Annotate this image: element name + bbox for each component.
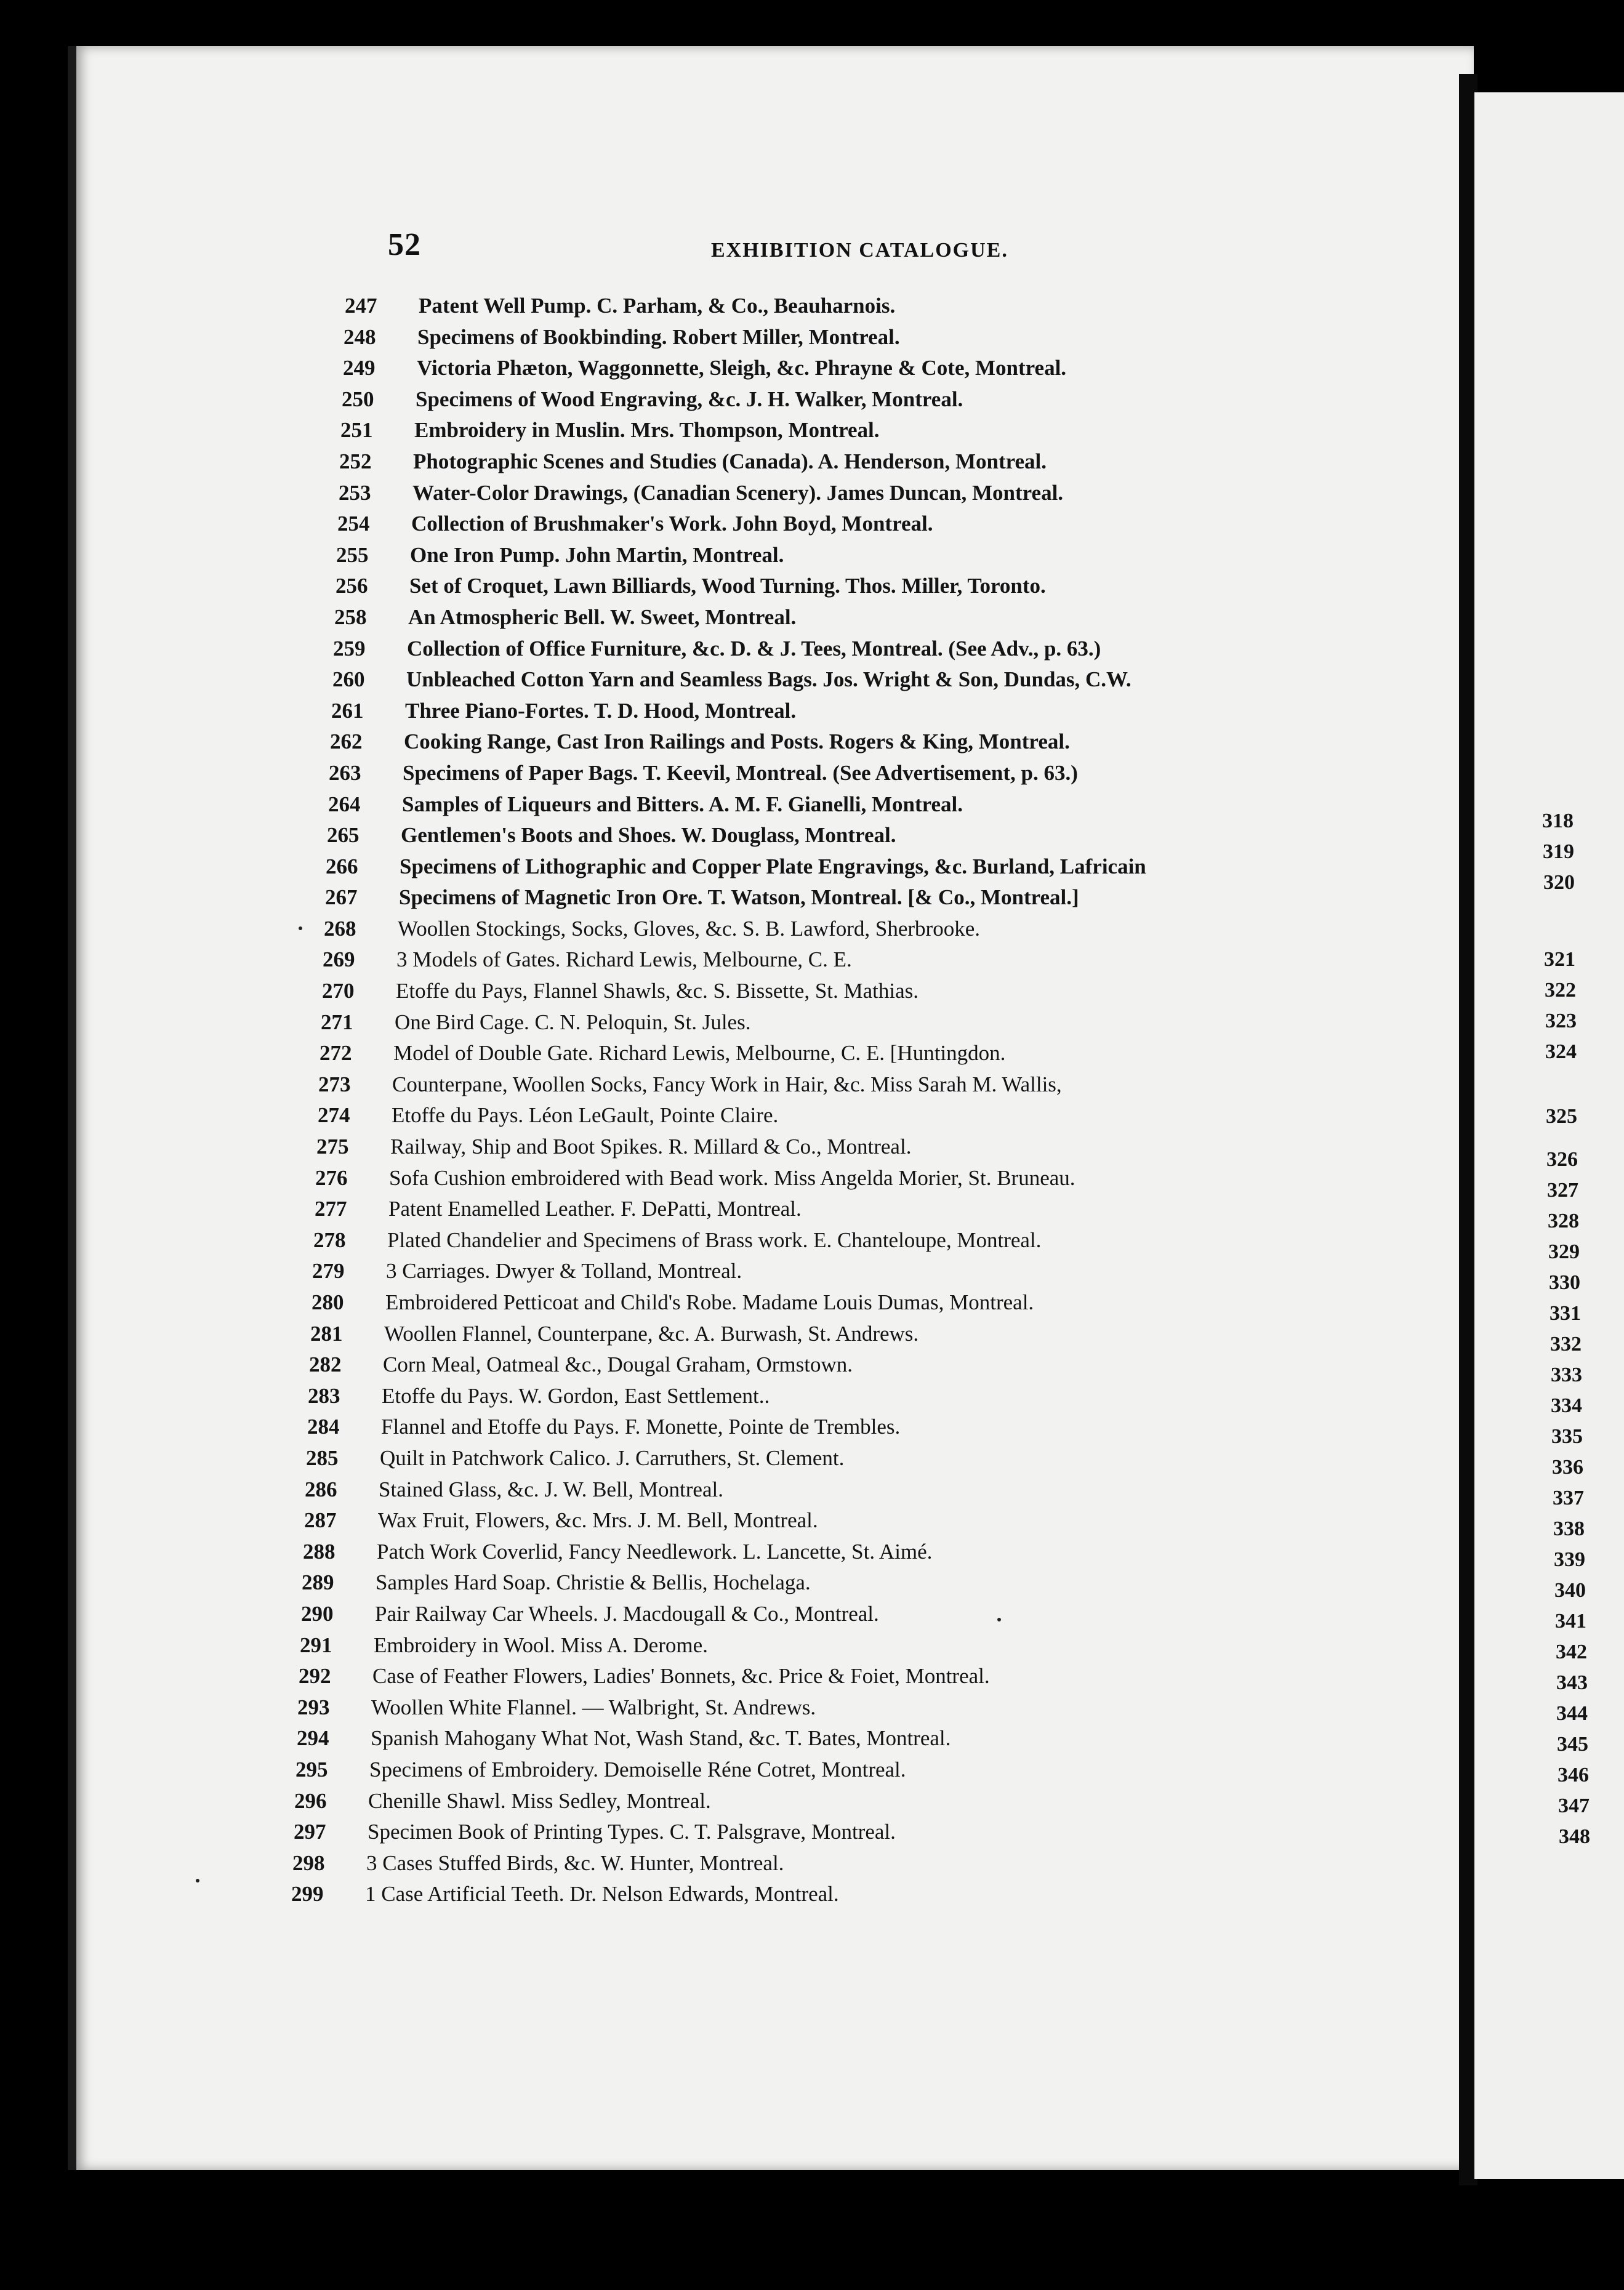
facing-entry-number: 340 bbox=[1554, 1579, 1586, 1602]
page-number: 52 bbox=[388, 227, 421, 262]
catalogue-entry bbox=[344, 322, 1404, 353]
catalogue-entry bbox=[336, 540, 1404, 571]
entry-text: Collection of Office Furniture, &c. D. & J. Tees, Montreal. (See Adv., p. 63.) bbox=[407, 636, 1101, 661]
entry-text: Specimen Book of Printing Types. C. T. Palsgrave, Montreal. bbox=[368, 1820, 896, 1844]
entry-text: 3 Cases Stuffed Birds, &c. W. Hunter, Montreal. bbox=[366, 1850, 784, 1875]
facing-entry-number: 324 bbox=[1545, 1040, 1577, 1063]
entry-number: 249 bbox=[343, 356, 376, 380]
entry-number: 267 bbox=[325, 885, 358, 910]
catalogue-entry bbox=[294, 1786, 1404, 1817]
catalogue-entry bbox=[305, 1474, 1404, 1506]
entry-number: 294 bbox=[297, 1726, 329, 1751]
entry-text: Cooking Range, Cast Iron Railings and Posts. Rogers & King, Montreal. bbox=[404, 729, 1070, 754]
entry-number: 258 bbox=[334, 605, 367, 629]
entry-text: 3 Carriages. Dwyer & Tolland, Montreal. bbox=[386, 1259, 742, 1284]
facing-entry-number: 345 bbox=[1557, 1733, 1588, 1756]
entry-text: 1 Case Artificial Teeth. Dr. Nelson Edwards, Montreal. bbox=[365, 1882, 839, 1906]
facing-entry-number: 331 bbox=[1550, 1302, 1581, 1325]
catalogue-entry bbox=[302, 1567, 1404, 1599]
facing-page bbox=[1474, 92, 1624, 2179]
facing-entry-number: 332 bbox=[1550, 1333, 1582, 1356]
entry-text: Victoria Phæton, Waggonnette, Sleigh, &c. Phrayne & Cote, Montreal. bbox=[417, 356, 1067, 380]
running-head: EXHIBITION CATALOGUE. bbox=[711, 239, 1008, 262]
facing-entry-number: 333 bbox=[1551, 1364, 1582, 1386]
entry-text: Embroidery in Muslin. Mrs. Thompson, Montreal. bbox=[414, 418, 880, 443]
entry-number: 253 bbox=[339, 480, 371, 505]
entry-number: 291 bbox=[300, 1633, 332, 1657]
catalogue-entry bbox=[333, 633, 1404, 665]
entry-text: Plated Chandelier and Specimens of Brass work. E. Chanteloupe, Montreal. bbox=[387, 1227, 1042, 1252]
entry-number: 273 bbox=[318, 1072, 351, 1096]
catalogue-entry bbox=[329, 758, 1404, 789]
facing-entry-number: 342 bbox=[1556, 1641, 1587, 1663]
entry-text: Samples of Liqueurs and Bitters. A. M. F. Gianelli, Montreal. bbox=[402, 792, 963, 816]
entry-text: Woollen Stockings, Socks, Gloves, &c. S. B. Lawford, Sherbrooke. bbox=[398, 916, 980, 941]
catalogue-entry bbox=[312, 1256, 1404, 1287]
entry-text: Specimens of Paper Bags. T. Keevil, Montreal. (See Advertisement, p. 63.) bbox=[403, 760, 1078, 785]
facing-entry-number: 346 bbox=[1558, 1764, 1589, 1786]
catalogue-entry bbox=[339, 446, 1404, 478]
catalogue-entry bbox=[345, 291, 1404, 322]
entry-number: 292 bbox=[299, 1664, 331, 1689]
entry-text: Etoffe du Pays. Léon LeGault, Pointe Claire. bbox=[392, 1103, 779, 1128]
entry-number: 254 bbox=[337, 512, 370, 536]
entry-text: Specimens of Wood Engraving, &c. J. H. Walker, Montreal. bbox=[416, 387, 963, 411]
facing-entry-number: 325 bbox=[1546, 1105, 1577, 1128]
catalogue-entry bbox=[337, 508, 1404, 540]
entry-text: Embroidery in Wool. Miss A. Derome. bbox=[374, 1633, 708, 1657]
catalogue-entry bbox=[327, 820, 1404, 851]
entry-number: 262 bbox=[330, 729, 363, 754]
entry-number: 281 bbox=[310, 1321, 343, 1346]
entry-number: 288 bbox=[303, 1539, 336, 1564]
catalogue-entry bbox=[291, 1879, 1404, 1910]
facing-entry-number: 347 bbox=[1558, 1794, 1590, 1817]
catalogue-entry bbox=[334, 602, 1404, 633]
entry-number: 269 bbox=[323, 947, 355, 972]
entry-text: Patent Enamelled Leather. F. DePatti, Montreal. bbox=[388, 1197, 802, 1221]
entry-text: Woollen White Flannel. — Walbright, St. Andrews. bbox=[371, 1695, 816, 1719]
catalogue-entry bbox=[343, 353, 1404, 384]
entry-number: 251 bbox=[340, 418, 373, 443]
facing-entry-number: 335 bbox=[1551, 1425, 1583, 1448]
entry-text: Specimens of Magnetic Iron Ore. T. Watson, Montreal. [& Co., Montreal.] bbox=[399, 885, 1079, 910]
entry-number: 261 bbox=[331, 698, 364, 723]
entry-number: 280 bbox=[312, 1290, 344, 1314]
catalogue-entry bbox=[326, 851, 1404, 883]
catalogue-entry bbox=[308, 1381, 1404, 1412]
catalogue-entry bbox=[339, 478, 1404, 509]
entry-text: Photographic Scenes and Studies (Canada). A. Henderson, Montreal. bbox=[413, 449, 1047, 473]
catalogue-entry bbox=[322, 976, 1404, 1007]
ink-speck bbox=[299, 926, 302, 930]
facing-entry-number: 343 bbox=[1556, 1671, 1588, 1694]
entry-number: 287 bbox=[304, 1508, 337, 1533]
entry-text: Quilt in Patchwork Calico. J. Carruthers, St. Clement. bbox=[380, 1445, 845, 1470]
catalogue-entry bbox=[307, 1412, 1404, 1443]
entry-text: Etoffe du Pays. W. Gordon, East Settlement.. bbox=[382, 1383, 770, 1408]
catalogue-entry bbox=[309, 1349, 1404, 1381]
catalogue-entry bbox=[330, 726, 1404, 758]
facing-entry-number: 341 bbox=[1555, 1610, 1586, 1633]
entry-text: Embroidered Petticoat and Child's Robe. Madame Louis Dumas, Montreal. bbox=[385, 1290, 1034, 1314]
facing-entry-number: 326 bbox=[1546, 1148, 1578, 1171]
catalogue-entry bbox=[328, 789, 1404, 821]
entry-text: Samples Hard Soap. Christie & Bellis, Hochelaga. bbox=[376, 1570, 811, 1595]
entry-number: 286 bbox=[305, 1477, 337, 1501]
facing-entry-number: 344 bbox=[1556, 1702, 1588, 1725]
entry-number: 266 bbox=[326, 854, 358, 878]
catalogue-entry bbox=[332, 664, 1404, 696]
catalogue-entry bbox=[303, 1537, 1404, 1568]
entry-text: Unbleached Cotton Yarn and Seamless Bags. Jos. Wright & Son, Dundas, C.W. bbox=[406, 667, 1132, 692]
catalogue-entry bbox=[342, 384, 1404, 416]
entry-text: Wax Fruit, Flowers, &c. Mrs. J. M. Bell, Montreal. bbox=[378, 1508, 818, 1533]
facing-entry-number: 348 bbox=[1559, 1825, 1590, 1848]
facing-entry-number: 339 bbox=[1554, 1548, 1585, 1571]
catalogue-entry bbox=[320, 1038, 1404, 1069]
entry-text: Specimens of Bookbinding. Robert Miller, Montreal. bbox=[417, 324, 900, 349]
entry-text: Railway, Ship and Boot Spikes. R. Millard & Co., Montreal. bbox=[390, 1135, 912, 1159]
entry-number: 279 bbox=[312, 1259, 345, 1284]
catalogue-entry bbox=[325, 882, 1404, 914]
entry-text: Gentlemen's Boots and Shoes. W. Douglass, Montreal. bbox=[401, 823, 896, 848]
entry-number: 278 bbox=[313, 1227, 346, 1252]
facing-entry-number: 318 bbox=[1542, 810, 1574, 832]
entry-text: Counterpane, Woollen Socks, Fancy Work in Hair, &c. Miss Sarah M. Wallis, bbox=[392, 1072, 1062, 1096]
facing-entry-number: 329 bbox=[1548, 1240, 1580, 1263]
ink-speck bbox=[997, 1618, 1001, 1621]
entry-text: One Bird Cage. C. N. Peloquin, St. Jules. bbox=[395, 1010, 751, 1034]
entry-number: 277 bbox=[315, 1197, 347, 1221]
entry-number: 275 bbox=[316, 1135, 349, 1159]
entry-text: Chenille Shawl. Miss Sedley, Montreal. bbox=[368, 1788, 711, 1813]
entry-number: 274 bbox=[318, 1103, 350, 1128]
catalogue-entry bbox=[313, 1225, 1404, 1256]
catalogue-entry bbox=[336, 571, 1404, 602]
catalogue-entry bbox=[304, 1505, 1404, 1537]
catalogue-entry bbox=[321, 1007, 1404, 1039]
entry-text: Patch Work Coverlid, Fancy Needlework. L. Lancette, St. Aimé. bbox=[377, 1539, 933, 1564]
catalogue-entry bbox=[306, 1443, 1404, 1474]
entry-text: Flannel and Etoffe du Pays. F. Monette, Pointe de Trembles. bbox=[381, 1415, 901, 1439]
entry-text: Collection of Brushmaker's Work. John Boyd, Montreal. bbox=[411, 512, 933, 536]
entry-number: 298 bbox=[292, 1850, 325, 1875]
facing-entry-number: 330 bbox=[1549, 1271, 1580, 1294]
catalogue-entry bbox=[297, 1692, 1404, 1724]
catalogue-entry bbox=[318, 1069, 1404, 1101]
ink-speck bbox=[196, 1879, 199, 1882]
entry-number: 293 bbox=[297, 1695, 330, 1719]
catalogue-entry bbox=[340, 415, 1404, 446]
catalogue-entry bbox=[301, 1599, 1404, 1630]
entry-number: 268 bbox=[324, 916, 356, 941]
entry-number: 283 bbox=[308, 1383, 340, 1408]
entry-number: 264 bbox=[328, 792, 361, 816]
catalogue-entry bbox=[316, 1131, 1404, 1163]
catalogue-entry bbox=[294, 1817, 1404, 1848]
facing-entry-number: 323 bbox=[1545, 1010, 1577, 1032]
entry-number: 290 bbox=[301, 1601, 334, 1626]
entry-text: Set of Croquet, Lawn Billiards, Wood Turning. Thos. Miller, Toronto. bbox=[409, 574, 1046, 598]
entry-text: Stained Glass, &c. J. W. Bell, Montreal. bbox=[379, 1477, 723, 1501]
entry-number: 259 bbox=[333, 636, 366, 661]
entry-number: 295 bbox=[295, 1757, 328, 1782]
catalogue-entry bbox=[295, 1754, 1404, 1786]
facing-entry-number: 320 bbox=[1543, 871, 1575, 894]
catalogue-entry-list bbox=[291, 291, 1404, 1910]
entry-text: Specimens of Lithographic and Copper Plate Engravings, &c. Burland, Lafricain bbox=[400, 854, 1146, 878]
entry-number: 296 bbox=[294, 1788, 327, 1813]
facing-entry-number: 337 bbox=[1553, 1487, 1584, 1509]
catalogue-entry bbox=[323, 944, 1404, 976]
entry-number: 256 bbox=[336, 574, 368, 598]
catalogue-entry bbox=[300, 1630, 1404, 1661]
facing-entry-number: 338 bbox=[1553, 1517, 1585, 1540]
entry-text: Specimens of Embroidery. Demoiselle Réne Cotret, Montreal. bbox=[369, 1757, 906, 1782]
entry-text: Model of Double Gate. Richard Lewis, Melbourne, C. E. [Huntingdon. bbox=[393, 1041, 1006, 1066]
entry-number: 265 bbox=[327, 823, 360, 848]
entry-text: Woollen Flannel, Counterpane, &c. A. Burwash, St. Andrews. bbox=[384, 1321, 919, 1346]
entry-number: 263 bbox=[329, 760, 361, 785]
entry-number: 271 bbox=[321, 1010, 353, 1034]
catalogue-entry bbox=[292, 1848, 1404, 1879]
entry-text: Corn Meal, Oatmeal &c., Dougal Graham, Ormstown. bbox=[383, 1352, 853, 1377]
entry-number: 284 bbox=[307, 1415, 340, 1439]
entry-text: Three Piano-Fortes. T. D. Hood, Montreal. bbox=[405, 698, 797, 723]
facing-entry-number: 327 bbox=[1547, 1179, 1578, 1202]
entry-number: 255 bbox=[336, 542, 369, 567]
catalogue-entry bbox=[297, 1723, 1404, 1754]
entry-number: 299 bbox=[291, 1882, 324, 1906]
facing-entry-number: 328 bbox=[1548, 1210, 1579, 1232]
catalogue-entry bbox=[324, 914, 1404, 945]
entry-number: 297 bbox=[294, 1820, 326, 1844]
entry-number: 250 bbox=[342, 387, 374, 411]
entry-number: 248 bbox=[344, 324, 376, 349]
entry-text: Etoffe du Pays, Flannel Shawls, &c. S. Bissette, St. Mathias. bbox=[396, 979, 919, 1003]
entry-number: 272 bbox=[320, 1041, 352, 1066]
entry-text: Patent Well Pump. C. Parham, & Co., Beauharnois. bbox=[419, 294, 896, 318]
catalogue-entry bbox=[331, 696, 1404, 727]
entry-number: 276 bbox=[315, 1165, 348, 1190]
entry-text: 3 Models of Gates. Richard Lewis, Melbourne, C. E. bbox=[396, 947, 852, 972]
entry-text: An Atmospheric Bell. W. Sweet, Montreal. bbox=[408, 605, 797, 629]
facing-entry-number: 319 bbox=[1543, 840, 1574, 863]
facing-entry-number: 321 bbox=[1544, 948, 1575, 971]
facing-entry-number: 334 bbox=[1551, 1394, 1582, 1417]
entry-number: 260 bbox=[332, 667, 365, 692]
entry-text: Case of Feather Flowers, Ladies' Bonnets, &c. Price & Foiet, Montreal. bbox=[372, 1664, 990, 1689]
catalogue-entry bbox=[318, 1100, 1404, 1131]
entry-number: 252 bbox=[339, 449, 372, 473]
entry-text: Spanish Mahogany What Not, Wash Stand, &c. T. Bates, Montreal. bbox=[371, 1726, 951, 1751]
catalogue-entry bbox=[315, 1163, 1404, 1194]
entry-text: Sofa Cushion embroidered with Bead work. Miss Angelda Morier, St. Bruneau. bbox=[389, 1165, 1075, 1190]
facing-entry-number: 322 bbox=[1545, 979, 1576, 1002]
entry-number: 270 bbox=[322, 979, 355, 1003]
entry-text: Water-Color Drawings, (Canadian Scenery). James Duncan, Montreal. bbox=[412, 480, 1064, 505]
entry-text: One Iron Pump. John Martin, Montreal. bbox=[410, 542, 784, 567]
entry-number: 247 bbox=[345, 294, 377, 318]
catalogue-entry bbox=[312, 1287, 1404, 1319]
entry-number: 285 bbox=[306, 1445, 339, 1470]
entry-number: 282 bbox=[309, 1352, 342, 1377]
catalogue-entry bbox=[310, 1319, 1404, 1350]
entry-text: Pair Railway Car Wheels. J. Macdougall & Co., Montreal. bbox=[375, 1601, 879, 1626]
catalogue-entry bbox=[315, 1194, 1404, 1225]
catalogue-entry bbox=[299, 1661, 1404, 1692]
entry-number: 289 bbox=[302, 1570, 334, 1595]
facing-entry-number: 336 bbox=[1552, 1456, 1583, 1479]
